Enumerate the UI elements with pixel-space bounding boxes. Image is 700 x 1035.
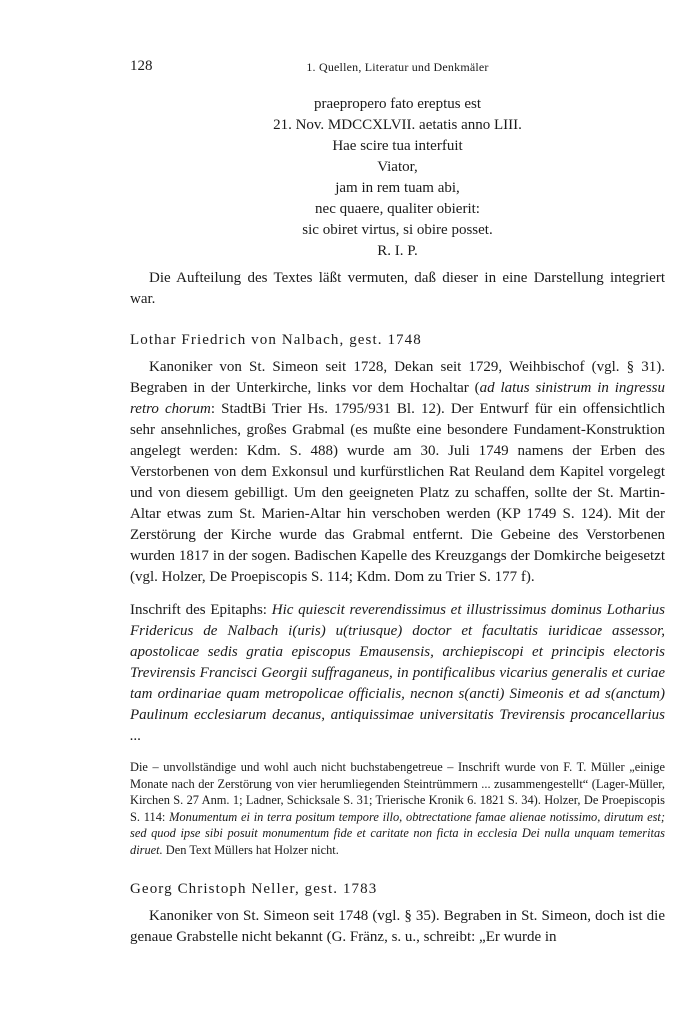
book-page	[130, 58, 665, 948]
inscription-line: R. I. P.	[377, 243, 418, 259]
epitaph-label: Inschrift des Epitaphs:	[130, 602, 272, 618]
body-paragraph-neller: Kanoniker von St. Simeon seit 1748 (vgl. § 35). Begraben in St. Simeon, doch ist die genaue Grabstelle nicht bekannt (G. Fränz, s. u., schreibt: „Er wurde in	[130, 907, 665, 945]
section-heading-nalbach: Lothar Friedrich von Nalbach, gest. 1748	[130, 332, 422, 348]
inscription-line: 21. Nov. MDCCXLVII. aetatis anno LIII.	[273, 117, 522, 133]
inscription-block	[130, 94, 665, 262]
inscription-line: Hae scire tua interfuit	[332, 138, 463, 154]
inscription-line: nec quaere, qualiter obierit:	[315, 201, 480, 217]
page-header	[130, 58, 665, 80]
inscription-line: praepropero fato ereptus est	[313, 96, 481, 112]
section-heading-neller: Georg Christoph Neller, gest. 1783	[130, 880, 378, 897]
inscription-line: jam in rem tuam abi,	[335, 180, 460, 196]
body-paragraph-nalbach	[130, 357, 665, 588]
epitaph-text: Hic quiescit reverendissimus et illustrissimus dominus Lotharius Fridericus de Nalbach i(uris) u(triusque) doctor et facultatis iuridicae assessor, apostolicae sedis gratia episcopus Emausensis, archiepiscopi et principis electoris Trevirensis Francisci Georgii suffraganeus, in pontificalibus vicarius generalis et curiae tam ordinariae quam metropolicae officialis, necnon s(ancti) Simeonis et ad s(anctum) Paulinum ecclesiarum decanus, antiquissimae universitatis Trevirensis procancellarius ...	[130, 602, 665, 744]
body-text: : StadtBi Trier Hs. 1795/931 Bl. 12). Der Entwurf für ein offensichtlich sehr ansehnliches, großes Grabmal (es mußte eine besondere Fundament-Konstruktion angelegt werden: Kdm. S. 488) wurde am 30. Juli 1749 namens der Erben des Verstorbenen von dem Exkonsul und kurfürstlichen Rat Reuland dem Kapitel vorgelegt und von diesem gebilligt. Um den geeigneten Platz zu schaffen, sollte der St. Martin-Altar etwas zum St. Marien-Altar hin verschoben werden (KP 1749 S. 124). Mit der Zerstörung der Kirche wurde das Grabmal entfernt. Die Gebeine des Verstorbenen wurden 1817 in der sogen. Badischen Kapelle des Kreuzgangs der Domkirche beigesetzt (vgl. Holzer, De Proepiscopis S. 114; Kdm. Dom zu Trier S. 177 f).	[130, 401, 665, 585]
note-latin-quote: Monumentum ei in terra positum tempore illo, obtrectatione famae alienae notissimo, dirutum est; sed quod ipse sibi posuit monumentum fide et caritate non ficta in ecclesia Dei nulla unquam temeritas diruet.	[130, 809, 665, 857]
latin-quote: ad latus sinistrum in ingressu retro chorum	[130, 380, 665, 417]
footnote-paragraph	[130, 759, 665, 859]
inscription-line: sic obiret virtus, si obire posset.	[302, 222, 493, 238]
note-text: Den Text Müllers hat Holzer nicht.	[162, 842, 339, 857]
inscription-line: Viator,	[377, 159, 418, 175]
running-title: 1. Quellen, Literatur und Denkmäler	[306, 60, 489, 74]
note-text: Die – unvollständige und wohl auch nicht buchstabengetreue – Inschrift wurde von F. T. Müller „einige Monate nach der Zerstörung von vier herumliegenden Steintrümmern ... zusammengestellt“ (Lager-Müller, Kirchen S. 27 Anm. 1; Ladner, Schicksale S. 31; Trierische Kronik 6. 1821 S. 34). Holzer, De Proepiscopis S. 114:	[130, 760, 665, 824]
page-number: 128	[130, 58, 153, 74]
body-paragraph: Die Aufteilung des Textes läßt vermuten, daß dieser in eine Darstellung integriert war.	[130, 270, 665, 307]
epitaph-paragraph	[130, 600, 665, 747]
body-text: Kanoniker von St. Simeon seit 1728, Dekan seit 1729, Weihbischof (vgl. § 31). Begraben in der Unterkirche, links vor dem Hochaltar (	[130, 359, 665, 396]
